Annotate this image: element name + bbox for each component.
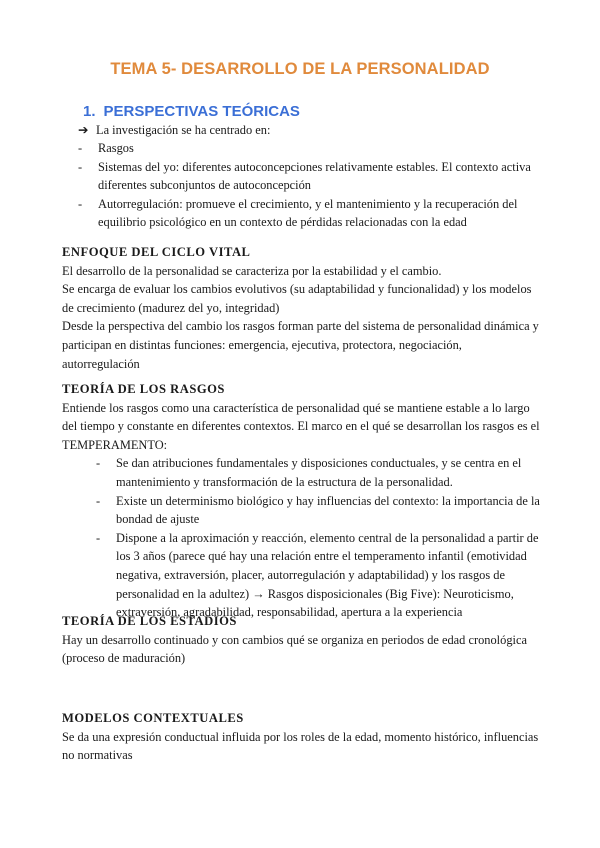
- right-arrow-icon: ➔: [78, 123, 89, 137]
- section-heading-rasgos: TEORÍA DE LOS RASGOS: [62, 382, 225, 396]
- list-item: - Autorregulación: promueve el crecimiento, y el mantenimiento y la recuperación del equilibrio psicológico en un contexto de pérdidas relacionadas con la edad: [62, 195, 532, 232]
- paragraph: El desarrollo de la personalidad se caracteriza por la estabilidad y el cambio.: [62, 263, 442, 278]
- section-number: 1.: [83, 103, 96, 120]
- arrow-bullet-text: La investigación se ha centrado en:: [96, 123, 271, 137]
- paragraph: Hay un desarrollo continuado y con cambios qué se organiza en periodos de edad cronológica (proceso de maduración): [62, 632, 527, 666]
- list-item: - Sistemas del yo: diferentes autoconcepciones relativamente estables. El contexto activa diferentes subconjuntos de autoconcepción: [62, 158, 532, 195]
- paragraph: Entiende los rasgos como una característica de personalidad qué se mantiene estable a lo largo del tiempo y constante en diferentes contextos. El marco en el qué se desarrollan los rasgos es el TEMPERAMENTO:: [62, 400, 540, 452]
- paragraph: Se encarga de evaluar los cambios evolutivos (su adaptabilidad y funcionalidad) y los modelos de crecimiento (madurez del yo, integridad): [62, 282, 532, 315]
- section-ciclo-vital: [62, 243, 542, 373]
- section-contextuales: [62, 709, 542, 765]
- paragraph: Se da una expresión conductual influida por los roles de la edad, momento histórico, influencias no normativas: [62, 729, 539, 763]
- section-heading-estadios: TEORÍA DE LOS ESTADIOS: [62, 614, 237, 628]
- arrow-bullet-line: [78, 121, 270, 140]
- list-item: - Rasgos: [62, 139, 532, 158]
- section-heading-text: PERSPECTIVAS TEÓRICAS: [103, 103, 300, 120]
- perspectives-list: [62, 139, 532, 232]
- document-title: TEMA 5- DESARROLLO DE LA PERSONALIDAD: [110, 60, 490, 78]
- rasgos-list: [80, 454, 542, 621]
- section-estadios: [62, 612, 542, 668]
- list-item: - Se dan atribuciones fundamentales y disposiciones conductuales, y se centra en el mantenimiento y transformación de la estructura de la personalidad.: [80, 454, 542, 491]
- section-rasgos: [62, 380, 542, 622]
- section-heading-perspectivas: [83, 103, 300, 122]
- section-heading-contextuales: MODELOS CONTEXTUALES: [62, 711, 244, 725]
- paragraph: Desde la perspectiva del cambio los rasgos forman parte del sistema de personalidad dinámica y participan en distintas funciones: emergencia, ejecutiva, protectora, negociación, autorregulación: [62, 319, 539, 371]
- list-item: - Existe un determinismo biológico y hay influencias del contexto: la importancia de la bondad de ajuste: [80, 492, 542, 529]
- section-heading-ciclo-vital: ENFOQUE DEL CICLO VITAL: [62, 245, 251, 259]
- list-item: - Dispone a la aproximación y reacción, elemento central de la personalidad a partir de los 3 años (parece qué hay una relación entre el temperamento infantil (emotividad negativa, extraversión, placer, autorregulación y adaptabilidad) y los rasgos de personalidad en la adultez) → Rasgos disposicionales (Big Five): Neuroticismo, extraversión, agradabilidad, responsabilidad, apertura a la experiencia: [80, 529, 542, 622]
